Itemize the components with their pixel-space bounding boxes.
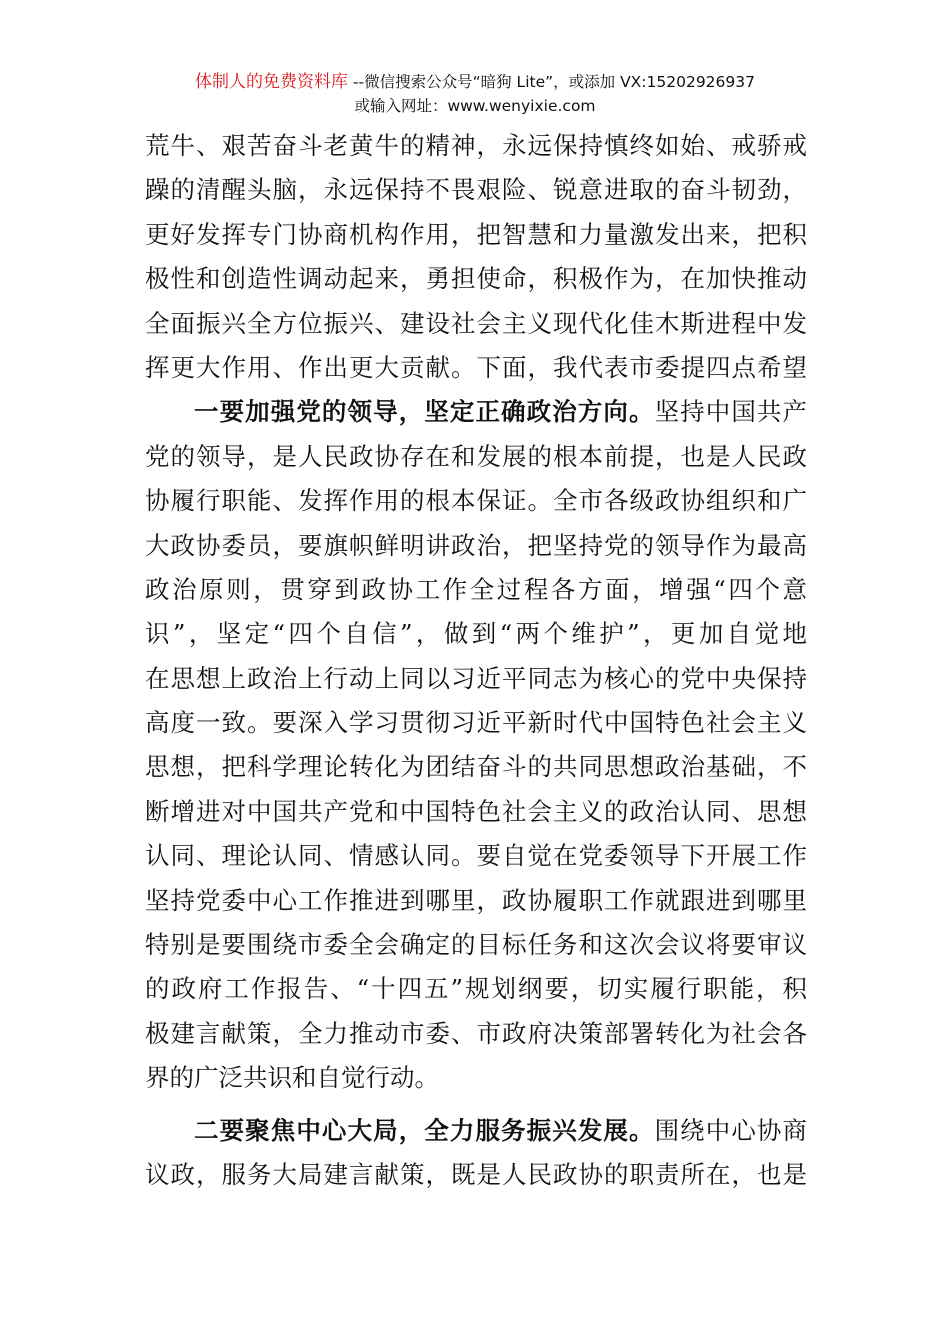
- paragraph-gap: [145, 1101, 807, 1109]
- text-line: 思想，把科学理论转化为团结奋斗的共同思想政治基础，不: [145, 752, 807, 782]
- text-line: 识”，坚定“四个自信”，做到“两个维护”，更加自觉地: [145, 619, 807, 649]
- text-line: [145, 390, 807, 434]
- text-line: 界的广泛共识和自觉行动。: [145, 1063, 439, 1093]
- section-heading-1: 一要加强党的领导，坚定正确政治方向。: [194, 397, 655, 427]
- text-line: 极建言献策，全力推动市委、市政府决策部署转化为社会各: [145, 1018, 807, 1048]
- text-line: 更好发挥专门协商机构作用，把智慧和力量激发出来，把积: [145, 219, 807, 249]
- text-line: 大政协委员，要旗帜鲜明讲政治，把坚持党的领导作为最高: [145, 530, 807, 560]
- header-line-1: [0, 70, 950, 94]
- text-line: 特别是要围绕市委全会确定的目标任务和这次会议将要审议: [145, 930, 807, 960]
- site-name-link[interactable]: 体制人的免费资料库: [194, 72, 348, 92]
- paragraph-1: [145, 124, 807, 390]
- text-line: [145, 1109, 807, 1153]
- text-line: 协履行职能、发挥作用的根本保证。全市各级政协组织和广: [145, 486, 807, 516]
- text-line: 躁的清醒头脑，永远保持不畏艰险、锐意进取的奋斗韧劲，: [145, 175, 807, 205]
- contact-text: --微信搜索公众号“暗狗 Lite”，或添加 VX:15202926937: [347, 73, 755, 91]
- text-line: 坚持党委中心工作推进到哪里，政协履职工作就跟进到哪里: [145, 885, 807, 915]
- text-line: 政治原则，贯穿到政协工作全过程各方面，增强“四个意: [145, 574, 807, 604]
- text-line: 议政，服务大局建言献策，既是人民政协的职责所在，也是: [145, 1159, 807, 1189]
- text-run: 围绕中心协商: [654, 1115, 807, 1145]
- text-line: 认同、理论认同、情感认同。要自觉在党委领导下开展工作: [145, 841, 807, 871]
- text-line: 党的领导，是人民政协存在和发展的根本前提，也是人民政: [145, 441, 807, 471]
- paragraph-2: [145, 390, 807, 1100]
- text-line: 极性和创造性调动起来，勇担使命，积极作为，在加快推动: [145, 264, 807, 294]
- website-text[interactable]: 或输入网址：www.wenyixie.com: [354, 97, 596, 115]
- text-line: 挥更大作用、作出更大贡献。下面，我代表市委提四点希望: [145, 352, 807, 382]
- text-run: 坚持中国共产: [654, 397, 807, 427]
- text-line: 全面振兴全方位振兴、建设社会主义现代化佳木斯进程中发: [145, 308, 807, 338]
- text-line: 在思想上政治上行动上同以习近平同志为核心的党中央保持: [145, 663, 807, 693]
- document-body: [145, 124, 807, 1197]
- text-line: 的政府工作报告、“十四五”规划纲要，切实履行职能，积: [145, 974, 807, 1004]
- page-header: [0, 70, 950, 118]
- text-line: 断增进对中国共产党和中国特色社会主义的政治认同、思想: [145, 796, 807, 826]
- section-heading-2: 二要聚焦中心大局，全力服务振兴发展。: [194, 1115, 655, 1145]
- text-line: 高度一致。要深入学习贯彻习近平新时代中国特色社会主义: [145, 708, 807, 738]
- paragraph-3: [145, 1109, 807, 1198]
- text-line: 荒牛、艰苦奋斗老黄牛的精神，永远保持慎终如始、戒骄戒: [145, 131, 807, 160]
